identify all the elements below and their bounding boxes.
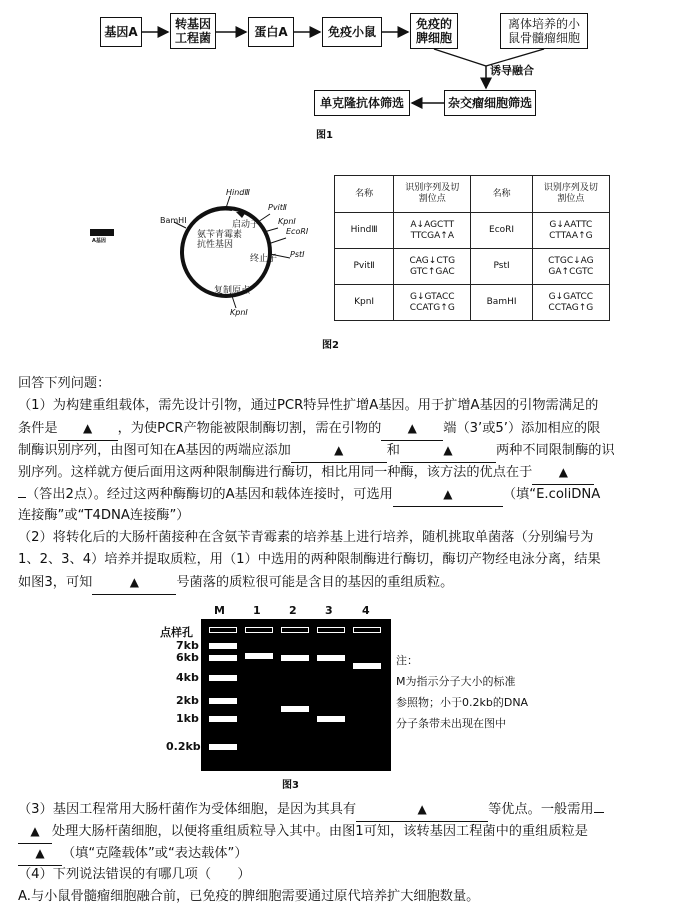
q3-line3: ▲ （填“克隆载体”或“表达载体”） bbox=[18, 842, 678, 864]
band-lane2-lower bbox=[281, 706, 309, 712]
site-hindiii: HindⅢ bbox=[226, 188, 250, 197]
table-header-name: 名称 bbox=[471, 176, 532, 213]
question-block-2 bbox=[18, 798, 678, 908]
lane-label-2: 2 bbox=[289, 604, 297, 617]
enzyme-seq: CTGC↓AG GA↑CGTC bbox=[532, 249, 609, 285]
q1-line5: （答出2点）。经过这两种酶酶切的A基因和载体连接时，可选用 ▲ （填“E.coliDNA bbox=[18, 483, 678, 505]
size-label-2kb: 2kb bbox=[176, 694, 199, 707]
enzyme-table bbox=[334, 175, 610, 321]
band-marker-6kb bbox=[209, 655, 237, 661]
box-protein-a: 蛋白A bbox=[248, 17, 294, 47]
table-header-name: 名称 bbox=[335, 176, 394, 213]
well bbox=[317, 627, 345, 633]
q2-line1: （2）将转化后的大肠杆菌接种在含氨苄青霉素的培养基上进行培养，随机挑取单菌落（分别编号为 bbox=[18, 530, 594, 545]
size-label-4kb: 4kb bbox=[176, 671, 199, 684]
well bbox=[245, 627, 273, 633]
q4-option-a: A.与小鼠骨髓瘤细胞融合前，已免疫的脾细胞需要通过原代培养扩大细胞数量。 bbox=[18, 889, 480, 904]
well bbox=[281, 627, 309, 633]
answer-blank[interactable]: ▲ bbox=[58, 417, 118, 441]
table-header-site: 识别序列及切 割位点 bbox=[532, 176, 609, 213]
enzyme-seq: G↓GTACC CCATG↑G bbox=[394, 285, 471, 321]
well bbox=[209, 627, 237, 633]
answer-blank[interactable]: ▲ bbox=[291, 439, 387, 463]
figure2-caption: 图2 bbox=[322, 340, 339, 351]
band-lane1 bbox=[245, 653, 273, 659]
answer-blank[interactable]: ▲ bbox=[532, 461, 594, 485]
figure1-caption: 图1 bbox=[316, 130, 333, 141]
answer-blank-cont bbox=[594, 812, 604, 813]
enzyme-name: PstⅠ bbox=[471, 249, 532, 285]
answer-blank[interactable]: ▲ bbox=[381, 417, 443, 441]
enzyme-seq: G↓GATCC CCTAG↑G bbox=[532, 285, 609, 321]
box-engineered-bacteria: 转基因 工程菌 bbox=[170, 13, 216, 49]
site-kpni-top: KpnⅠ bbox=[278, 217, 296, 226]
band-lane2-upper bbox=[281, 655, 309, 661]
q3-line2: ▲ 处理大肠杆菌细胞，以便将重组质粒导入其中。由图1可知，该转基因工程菌中的重组质粒是 bbox=[18, 820, 678, 842]
band-marker-7kb bbox=[209, 643, 237, 649]
plasmid-terminator: 终止子 bbox=[250, 254, 278, 264]
band-lane4 bbox=[353, 663, 381, 669]
site-pvuii: PvitⅡ bbox=[268, 203, 287, 212]
q1-line3: 制酶识别序列，由图可知在A基因的两端应添加 ▲ 和 ▲ 两种不同限制酶的识 bbox=[18, 439, 678, 461]
induce-fusion-label: 诱导融合 bbox=[490, 64, 534, 77]
gene-a-label: A基因 bbox=[92, 238, 106, 244]
box-hybridoma-screen: 杂交瘤细胞筛选 bbox=[444, 90, 536, 116]
plasmid-origin: 复制原点 bbox=[214, 286, 251, 296]
box-monoclonal-screen: 单克隆抗体筛选 bbox=[314, 90, 410, 116]
answer-blank[interactable]: ▲ bbox=[356, 798, 488, 822]
q1-line4: 别序列。这样就方便后面用这两种限制酶进行酶切，相比用同一种酶，该方法的优点在于 ▲ bbox=[18, 461, 678, 483]
size-label-0-2kb: 0.2kb bbox=[166, 740, 201, 753]
table-header-site: 识别序列及切 割位点 bbox=[394, 176, 471, 213]
figure3-caption: 图3 bbox=[282, 780, 299, 791]
q1-line2: 条件是 ▲ ，为使PCR产物能被限制酶切割，需在引物的 ▲ 端（3’或5’）添加相应的限 bbox=[18, 417, 678, 439]
size-label-6kb: 6kb bbox=[176, 651, 199, 664]
site-bamhi: BamHⅠ bbox=[160, 216, 187, 225]
figure1-arrows bbox=[0, 0, 692, 130]
question-block-1 bbox=[18, 373, 678, 593]
box-immunized-mouse: 免疫小鼠 bbox=[322, 17, 382, 47]
size-label-7kb: 7kb bbox=[176, 639, 199, 652]
enzyme-name: EcoRⅠ bbox=[471, 213, 532, 249]
lane-label-m: M bbox=[214, 604, 225, 617]
enzyme-name: HindⅢ bbox=[335, 213, 394, 249]
q2-line2: 1、2、3、4）培养并提取质粒，用（1）中选用的两种限制酶进行酶切，酶切产物经电泳分离，结果 bbox=[18, 552, 601, 567]
gene-a-bar bbox=[90, 229, 114, 236]
q1-line1: （1）为构建重组载体，需先设计引物，通过PCR特异性扩增A基因。用于扩增A基因的引物需满足的 bbox=[18, 398, 599, 413]
lane-label-3: 3 bbox=[325, 604, 333, 617]
answer-blank[interactable]: ▲ bbox=[18, 820, 52, 844]
gel-note: 注： M为指示分子大小的标准 参照物；小于0.2kb的DNA 分子条带未出现在图中 bbox=[396, 654, 529, 730]
box-myeloma: 离体培养的小 鼠骨髓瘤细胞 bbox=[500, 13, 588, 49]
q2-line3: 如图3，可知 ▲ 号菌落的质粒很可能是含目的基因的重组质粒。 bbox=[18, 571, 678, 593]
answer-blank[interactable]: ▲ bbox=[92, 571, 176, 595]
q3-line1: （3）基因工程常用大肠杆菌作为受体细胞，是因为其具有 ▲ 等优点。一般需用 bbox=[18, 798, 678, 820]
enzyme-seq: G↓AATTC CTTAA↑G bbox=[532, 213, 609, 249]
gel-image bbox=[201, 619, 391, 771]
answer-blank[interactable]: ▲ bbox=[400, 439, 496, 463]
answer-blank[interactable]: ▲ bbox=[18, 842, 62, 866]
answer-blank[interactable]: ▲ bbox=[393, 483, 503, 507]
site-kpni-bottom: KpnⅠ bbox=[230, 308, 248, 317]
size-label-1kb: 1kb bbox=[176, 712, 199, 725]
band-marker-2kb bbox=[209, 698, 237, 704]
site-psti: PstⅠ bbox=[290, 250, 305, 259]
band-lane3-lower bbox=[317, 716, 345, 722]
box-immune-spleen: 免疫的 脾细胞 bbox=[410, 13, 458, 49]
lane-label-4: 4 bbox=[362, 604, 370, 617]
q1-line6: 连接酶”或“T4DNA连接酶”） bbox=[18, 508, 190, 523]
plasmid-promoter: 启动子 bbox=[232, 220, 260, 230]
plasmid-resistance: 氨苄青霉素 抗性基因 bbox=[197, 230, 243, 250]
enzyme-name: BamHⅠ bbox=[471, 285, 532, 321]
answer-blank-cont bbox=[18, 497, 26, 498]
q4-line1: （4）下列说法错误的有哪几项（ ） bbox=[18, 867, 251, 882]
enzyme-seq: A↓AGCTT TTCGA↑A bbox=[394, 213, 471, 249]
enzyme-name: PvitⅡ bbox=[335, 249, 394, 285]
box-gene-a: 基因A bbox=[100, 17, 142, 47]
band-marker-1kb bbox=[209, 716, 237, 722]
lane-label-1: 1 bbox=[253, 604, 261, 617]
site-ecori: EcoRⅠ bbox=[286, 227, 309, 236]
band-lane3-upper bbox=[317, 655, 345, 661]
well-label: 点样孔 bbox=[160, 626, 193, 639]
enzyme-seq: CAG↓CTG GTC↑GAC bbox=[394, 249, 471, 285]
well bbox=[353, 627, 381, 633]
intro-line: 回答下列问题： bbox=[18, 376, 111, 391]
enzyme-name: KpnⅠ bbox=[335, 285, 394, 321]
band-marker-0-2kb bbox=[209, 744, 237, 750]
band-marker-4kb bbox=[209, 675, 237, 681]
